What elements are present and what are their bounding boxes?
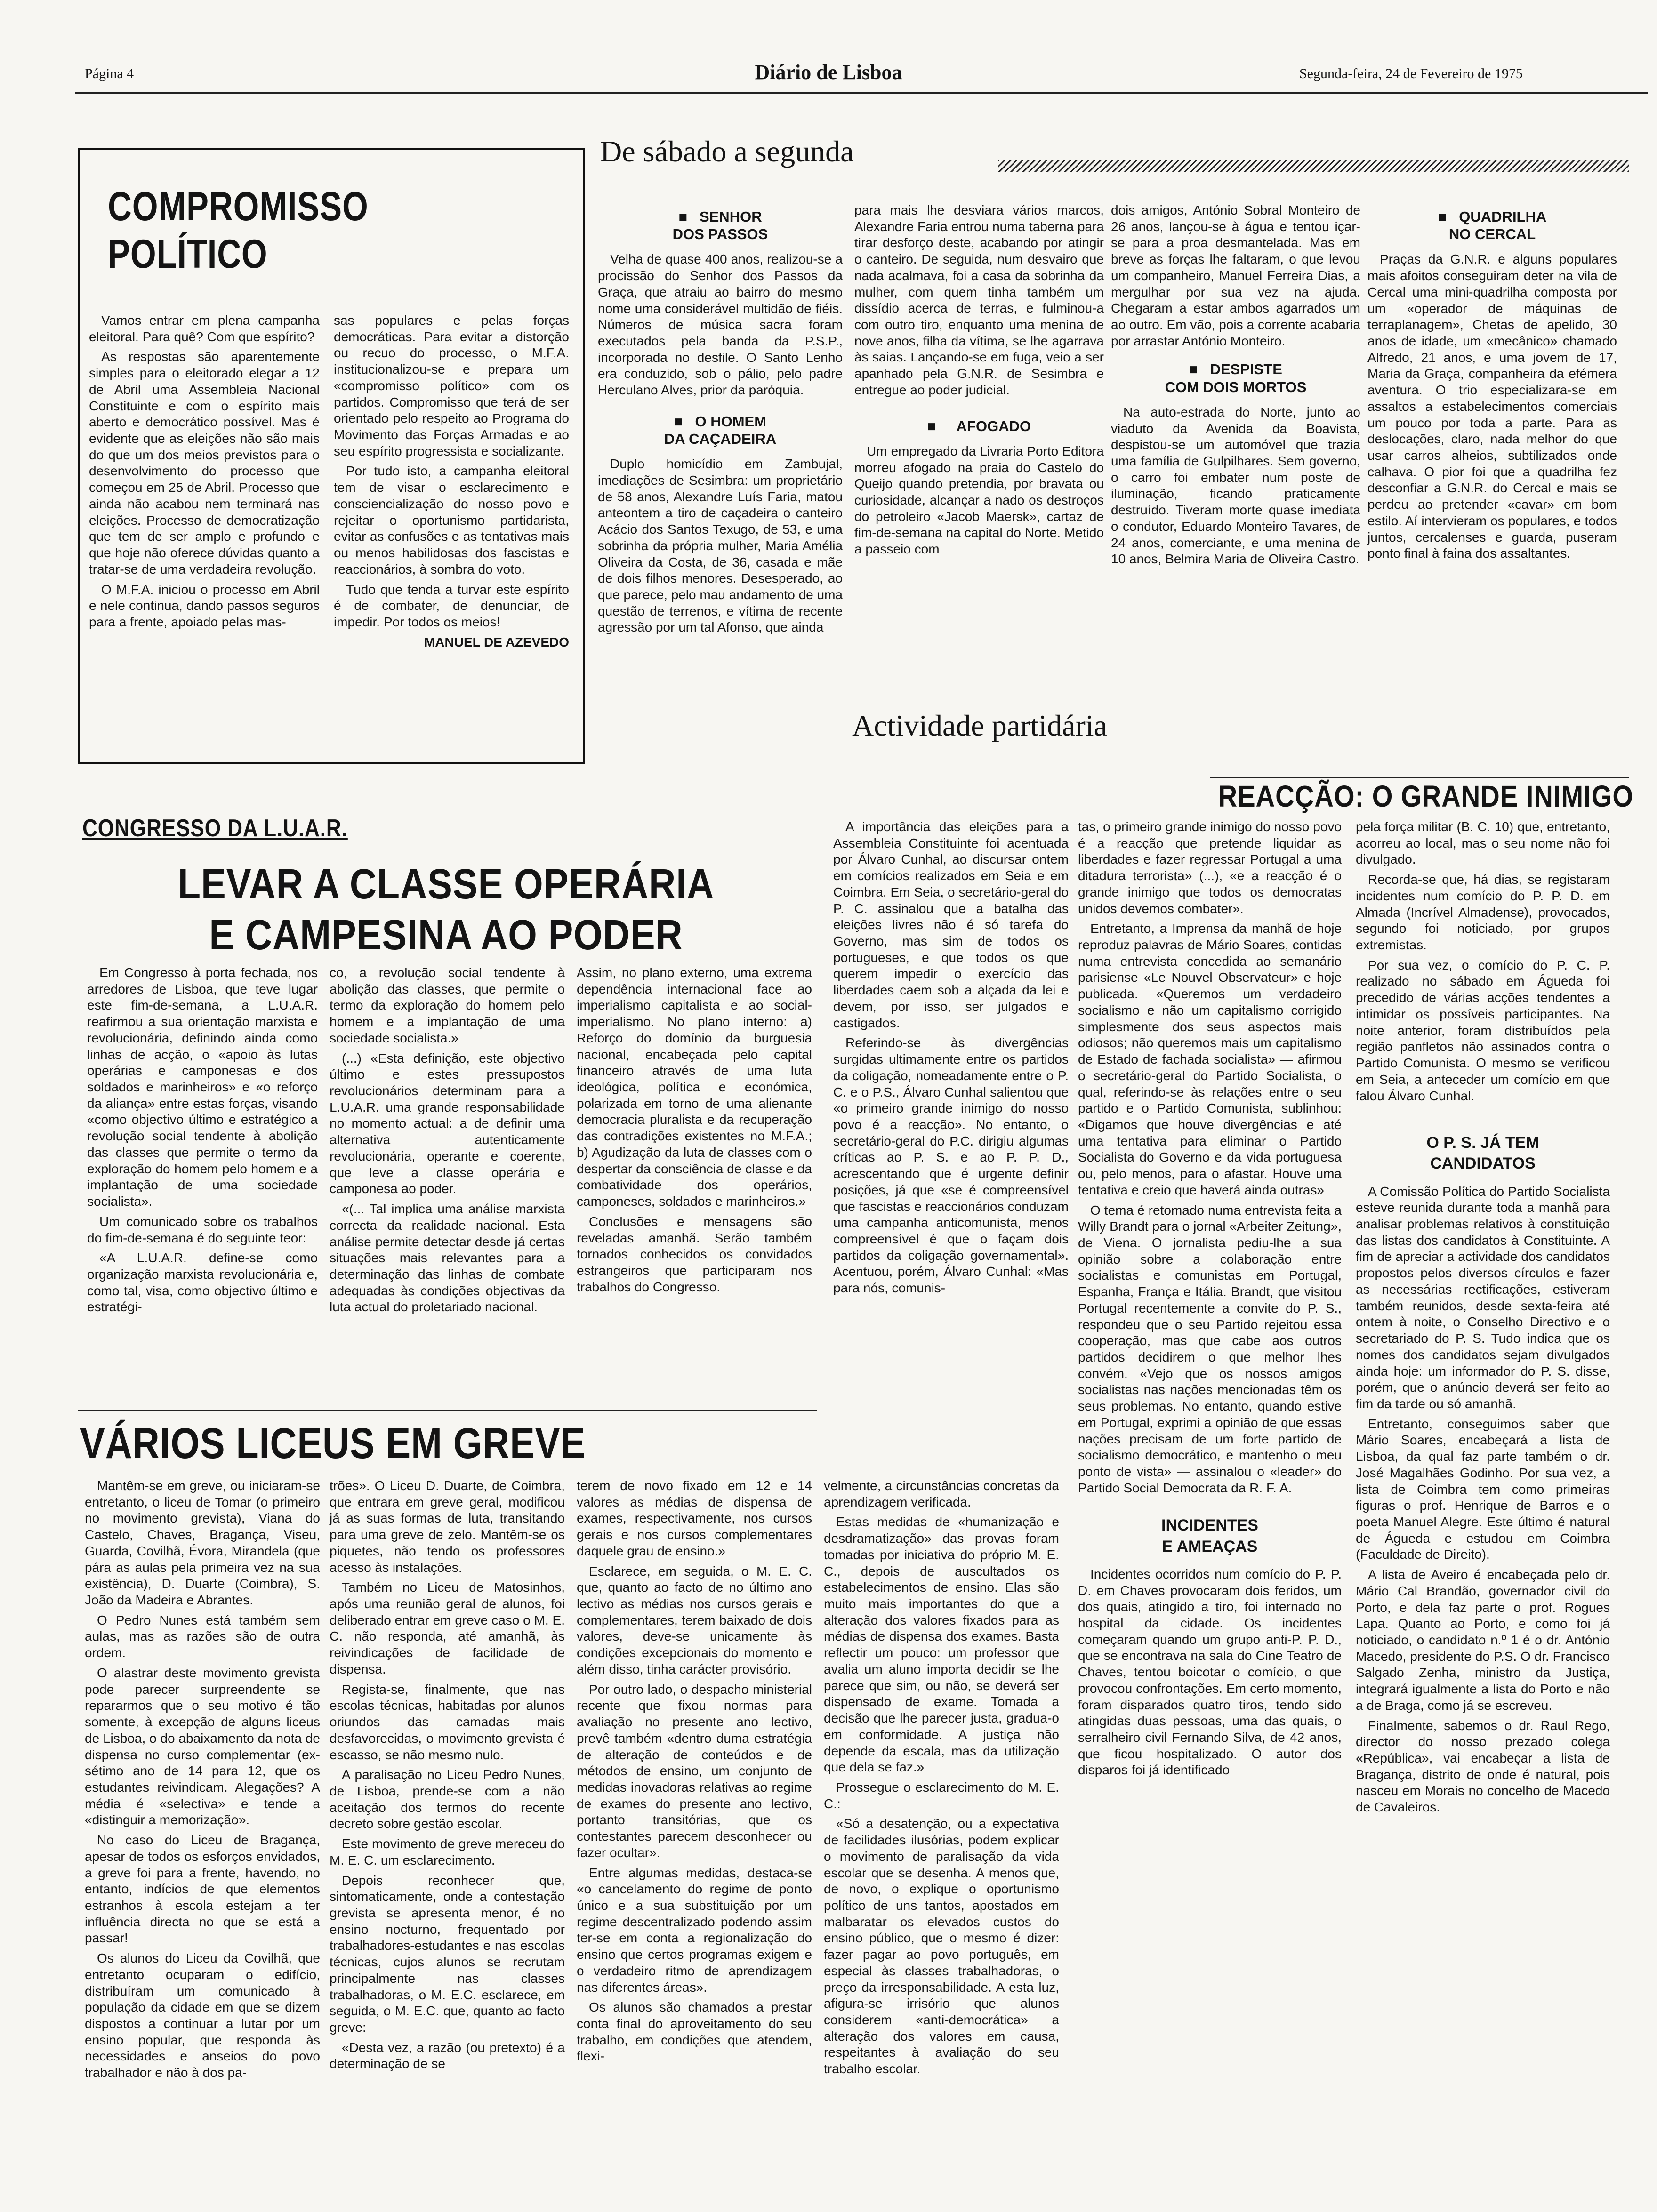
paragraph: Um comunicado sobre os trabalhos do fim-de-semana é do seguinte teor: <box>87 1214 318 1245</box>
liceus-col2 <box>330 1478 565 2076</box>
paragraph: Praças da G.N.R. e alguns populares mais afoitos conseguiram deter na vila de Cercal uma mini-quadrilha composta por um «operador de máquinas de terraplanagem», Chetas de apelido, 30 anos de idade, um «mecânico» chamado Alfredo, 21 anos, e uma jovem de 17, Maria da Graça, companheira da efémera aventura. O trio especializara-se em assaltos a estabelecimentos comerciais um pouco por toda a parte. Para as deslocações, claro, nada melhor do que usar carros alheios, subtilizados onde calhava. O pior foi que a quadrilha fez desconfiar a G.N.R. do Cercal e mais se perdeu ao pretender «cavar» em bom estilo. Aí intervieram os populares, e todos juntos, cercalenses e guarda, puseram ponto final à faina dos assaltantes. <box>1367 252 1617 561</box>
compromisso-col2 <box>334 313 569 650</box>
paragraph: No caso do Liceu de Bragança, apesar de todos os esforços envidados, a greve foi para a frente, havendo, no entanto, indícios de que elementos estranhos à escola estejam a ter influência directa no que se está a passar! <box>85 1833 320 1946</box>
liceus-title: VÁRIOS LICEUS EM GREVE <box>80 1419 586 1467</box>
issue-date: Segunda-feira, 24 de Fevereiro de 1975 <box>1299 66 1523 81</box>
actividade-col1 <box>833 819 1069 1300</box>
paragraph: Na auto-estrada do Norte, junto ao viaduto da Avenida da Boavista, despistou-se um automóvel que trazia uma família de Gulpilhares. Sem governo, o carro foi embater num poste de iluminação, ficando praticamente destruído. Tiveram morte quase imediata o condutor, Eduardo Monteiro Tavares, de 24 anos, comerciante, e uma menina de 10 anos, Belmira Maria de Oliveira Castro. <box>1111 404 1360 567</box>
paragraph: A paralisação no Liceu Pedro Nunes, de Lisboa, prende-se com a não aceitação dos termos do recente decreto sobre gestão escolar. <box>330 1767 565 1831</box>
actividade-col3 <box>1356 819 1610 1819</box>
paragraph: velmente, a circunstâncias concretas da aprendizagem verificada. <box>824 1478 1059 1509</box>
incidentes-title-line2: E AMEAÇAS <box>1162 1537 1258 1555</box>
luar-col3 <box>577 965 812 1299</box>
senhor-title <box>598 208 843 243</box>
incidentes-title-line1: INCIDENTES <box>1161 1516 1258 1535</box>
paragraph: «A L.U.A.R. define-se como organização marxista revolucionária e, como tal, visa, como objectivo último e estratégi- <box>87 1250 318 1314</box>
ps-title-line2: CANDIDATOS <box>1430 1154 1536 1173</box>
compromisso-title-line1: COMPROMISSO <box>108 184 369 229</box>
paragraph: O Pedro Nunes está também sem aulas, mas as razões são de outra ordem. <box>85 1612 320 1660</box>
luar-title <box>122 859 770 961</box>
luar-col1 <box>87 965 318 1319</box>
masthead: Diário de Lisboa <box>755 61 902 84</box>
paragraph: Regista-se, finalmente, que nas escolas técnicas, habitadas por alunos oriundos das camadas mais desfavorecidas, o movimento grevista é escasso, se não mesmo nulo. <box>330 1682 565 1762</box>
paragraph: A lista de Aveiro é encabeçada pelo dr. Mário Cal Brandão, governador civil do Porto, e dela faz parte o prof. Rogues Lapa. Quanto ao Porto, e como foi já noticiado, o candidato n.º 1 é o dr. António Macedo, presidente do P.S. O dr. Francisco Salgado Zenha, ministro da Justiça, integrará igualmente a lista do Porto e não a de Braga, como já se escreveu. <box>1356 1567 1610 1713</box>
paragraph: Entretanto, a Imprensa da manhã de hoje reproduz palavras de Mário Soares, contidas numa entrevista concedida ao semanário parisiense «Le Nouvel Observateur» e hoje publicada. «Queremos um verdadeiro socialismo e não um capitalismo corrigido simplesmente dos seus aspectos mais odiosos; não queremos mais um capitalismo de Estado de fachada socialista» — afirmou o secretário-geral do Partido Socialista, o qual, referindo-se às relações entre o seu partido e o Partido Comunista, sublinhou: «Digamos que houve divergências e até uma tentativa para eliminar o Partido Socialista do Governo e da vida portuguesa ou, pelo menos, para o afastar. Houve uma tentativa e creio que haverá ainda outras» <box>1078 921 1342 1197</box>
reaccao-title: REACÇÃO: O GRANDE INIMIGO <box>1218 779 1633 813</box>
paragraph: sas populares e pelas forças democráticas. Para evitar a distorção ou recuo do processo, o M.F.A. institucionalizou-se e prepara um «compromisso político» com os partidos. Compromisso que terá de ser orientado pelo respeito ao Programa do Movimento das Forças Armadas e ao seu espírito progressista e socializante. <box>334 313 569 458</box>
bullet-icon: ■ <box>1438 208 1459 225</box>
liceus-col1 <box>85 1478 320 2085</box>
paragraph: Duplo homicídio em Zambujal, imediações de Sesimbra: um proprietário de 58 anos, Alexandre Luís Faria, matou anteontem a tiro de caçadeira o canteiro Acácio dos Santos Texugo, de 53, e uma sobrinha da própria mulher, Maria Amélia Oliveira da Costa, de 36, casada e mãe de dois filhos menores. Desesperado, ao que parece, pelo mau andamento de uma questão de terrenos, e vítima de recente agressão por um tal Afonso, que ainda <box>598 457 843 635</box>
homem-title <box>598 413 843 448</box>
compromisso-title <box>108 183 369 279</box>
compromisso-box <box>78 148 585 764</box>
paragraph: trões». O Liceu D. Duarte, de Coimbra, que entrara em greve geral, modificou já as suas formas de luta, transitando para uma greve de zelo. Mantêm-se os piquetes, não tendo os professores acesso às instalações. <box>330 1478 565 1575</box>
homem-title-line2: DA CAÇADEIRA <box>664 431 777 448</box>
quadrilha-title-line2: NO CERCAL <box>1448 226 1536 243</box>
paragraph: Tudo que tenda a turvar este espírito é de combater, de denunciar, de impedir. Por todos os meios! <box>334 582 569 629</box>
paragraph: Depois reconhecer que, sintomaticamente, onde a contestação grevista se apresenta menor, é no ensino nocturno, frequentado por trabalhadores-estudantes e nas escolas técnicas, cujos alunos se recrutam principalmente nas classes trabalhadoras, o M. E.C. esclarece, em seguida, o M. E.C. que, quanto ao facto greve: <box>330 1873 565 2035</box>
sabado-col3 <box>1111 202 1360 571</box>
quadrilha-title-line1: QUADRILHA <box>1459 208 1547 225</box>
paragraph: para mais lhe desviara vários marcos, Alexandre Faria entrou numa taberna para tirar desforço deste, acabando por atingir o canteiro. De seguida, num desvairo que nada acalmava, foi a casa da sobrinha da mulher, com quem tinha também um dissídio acerca de terras, e fulminou-a com outro tiro, enquanto uma menina de nove anos, filha da vítima, se lhe agarrava às saias. Lançando-se em fuga, veio a ser apanhado pela G.N.R. de Sesimbra e entregue ao poder judicial. <box>854 203 1104 397</box>
paragraph: Finalmente, sabemos o dr. Raul Rego, director do nosso prezado colega «República», vai encabeçar a lista de Bragança, distrito de onde é natural, pois nasceu em Morais no concelho de Macedo de Cavaleiros. <box>1356 1718 1610 1815</box>
paragraph: Esclarece, em seguida, o M. E. C. que, quanto ao facto de no último ano lectivo as médias nos cursos gerais e complementares, terem baixado de dois valores, deve-se unicamente às condições excepcionais do momento e além disso, tinha carácter provisório. <box>577 1563 812 1676</box>
quadrilha-title <box>1367 208 1617 243</box>
paragraph: Os alunos do Liceu da Covilhã, que entretanto ocuparam o edifício, distribuíram um comunicado à população da cidade em que se dizem dispostos a continuar a lutar por um ensino popular, que responda às necessidades e anseios do povo trabalhador e não à dos pa- <box>85 1951 320 2080</box>
paragraph: co, a revolução social tendente à abolição das classes, que permite o termo da exploração do homem pelo homem e a implantação de uma sociedade socialista.» <box>330 965 565 1045</box>
paragraph: Estas medidas de «humanização e desdramatização» das provas foram tomadas por iniciativa do próprio M. E. C., depois de auscultados os estabelecimentos de ensino. Elas são muito mais importantes do que a alteração dos valores fixados para as médias de dispensa dos exames. Basta reflectir um pouco: um professor que avalia um aluno importa decidir se lhe parece que sim, ou não, se deverá ser dispensado de exame. Tomada a decisão que lhe parecer justa, gradua-o em conformidade. A justiça não depende da escala, mas da utilização que dela se faz.» <box>824 1515 1059 1775</box>
compromisso-col1 <box>89 313 320 634</box>
paragraph: Em Congresso à porta fechada, nos arredores de Lisboa, que teve lugar este fim-de-semana, a L.U.A.R. reafirmou a sua orientação marxista e revolucionária, definindo ainda como linhas de acção, o «apoio às lutas operárias e camponesas e dos soldados e marinheiros» e «o reforço da aliança» entre estas forças, visando «como objectivo último e estratégico a revolução social tendente à abolição das classes que permite o termo da exploração do homem pelo homem e a implantação de uma sociedade socialista». <box>87 965 318 1209</box>
paragraph: Por outro lado, o despacho ministerial recente que fixou normas para avaliação no presente ano lectivo, prevê também «dentro duma estratégia de alteração de conteúdos e de métodos de ensino, um conjunto de medidas inovadoras relativas ao regime de exames do presente ano lectivo, portanto transitórias, que os contestantes parecem desconhecer ou fazer ocultar». <box>577 1682 812 1860</box>
afogado-title <box>854 417 1104 435</box>
paragraph: A Comissão Política do Partido Socialista esteve reunida durante toda a manhã para analisar problemas relativos à constituição das listas dos candidatos à Constituinte. A fim de apreciar a actividade dos candidatos propostos pelos diversos círculos e fazer as necessárias rectificações, estiveram também reunidos, desde sexta-feira até ontem à noite, o Conselho Directivo e o secretariado do P. S. Tudo indica que os nomes dos candidatos sejam divulgados ainda hoje: um informador do P. S. disse, porém, que o anúncio deverá ser feito ao fim da tarde ou só amanhã. <box>1356 1184 1610 1411</box>
luar-col2 <box>330 965 565 1319</box>
sabado-col2 <box>854 202 1104 561</box>
paragraph: Vamos entrar em plena campanha eleitoral. Para quê? Com que espírito? <box>89 313 320 344</box>
ps-title <box>1356 1132 1610 1174</box>
paragraph: Este movimento de greve mereceu do M. E. C. um esclarecimento. <box>330 1836 565 1867</box>
despiste-title-line1: DESPISTE <box>1210 361 1282 378</box>
paragraph: A importância das eleições para a Assembleia Constituinte foi acentuada por Álvaro Cunhal, ao discursar ontem em comícios realizados em Seia e em Coimbra. Em Seia, o secretário-geral do P. C. assinalou que a batalha das eleições livres não é só tarefa do Governo, mas sim de todos os portugueses, e que todos os que querem impedir o exercício das liberdades caem sob a alçada da lei e devem, por isso, ser julgados e castigados. <box>833 819 1069 1030</box>
luar-title-line1: LEVAR A CLASSE OPERÁRIA <box>177 861 715 908</box>
paragraph: «Só a desatenção, ou a expectativa de facilidades ilusórias, podem explicar o movimento de paralisação da vida escolar que se desenha. A menos que, de novo, o explique o oportunismo político de uns tantos, apostados em malbaratar os elevados custos do ensino público, que o mesmo é dizer: fazer pagar ao povo português, em especial às classes trabalhadoras, o preço da irresponsabilidade. A esta luz, afigura-se irrisório que alunos considerem «anti-democrática» a alteração dos valores em causa, respeitantes à avaliação do seu trabalho escolar. <box>824 1816 1059 2076</box>
paragraph: Por tudo isto, a campanha eleitoral tem de visar o esclarecimento e consciencialização do nosso povo e rejeitar o oportunismo partidarista, evitar as confusões e as tentativas mais ou menos habilidosas dos fascistas e reaccionários, à sombra do voto. <box>334 464 569 577</box>
author-byline: MANUEL DE AZEVEDO <box>424 634 569 649</box>
paragraph: Prossegue o esclarecimento do M. E. C.: <box>824 1779 1059 1811</box>
paragraph: Entretanto, conseguimos saber que Mário Soares, encabeçará a lista de Lisboa, da qual faz parte também o dr. José Magalhães Godinho. Por sua vez, a lista de Coimbra tem como primeiras figuras o prof. Henrique de Barros e o poeta Manuel Alegre. Este último é natural de Águeda e estudou em Coimbra (Faculdade de Direito). <box>1356 1416 1610 1562</box>
afogado-title-text: AFOGADO <box>956 417 1031 434</box>
paragraph: Conclusões e mensagens são reveladas amanhã. Serão também tornados conhecidos os convidados estrangeiros que participaram nos trabalhos do Congresso. <box>577 1214 812 1294</box>
paragraph: Velha de quase 400 anos, realizou-se a procissão do Senhor dos Passos da Graça, que atraiu ao bairro do mesmo nome uma considerável multidão de fiéis. Números de música sacra foram executados pela banda da P.S.P., incorporada no desfile. O Santo Lenho era conduzido, sob o pálio, pelo padre Herculano Alves, prior da paróquia. <box>598 252 843 398</box>
paragraph: Entre algumas medidas, destaca-se «o cancelamento do regime de ponto único e a sua substituição por um regime descentralizado podendo assim ter-se em conta a regionalização do ensino que certos programas exigem e o verdadeiro ritmo de aprendizagem nas diferentes áreas». <box>577 1865 812 1995</box>
luar-title-line2: E CAMPESINA AO PODER <box>209 912 683 959</box>
paragraph: Recorda-se que, há dias, se registaram incidentes num comício do P. P. D. em Almada (Incrível Almadense), provocados, segundo foi noticiado, por grupos extremistas. <box>1356 872 1610 953</box>
despiste-title <box>1111 361 1360 395</box>
sabado-title: De sábado a segunda <box>600 135 854 168</box>
paragraph: «(... Tal implica uma análise marxista correcta da realidade nacional. Esta análise permite detectar desde já certas situações mais relevantes para a determinação das linhas de combate adequadas às condições objectivas da luta actual do proletariado nacional. <box>330 1202 565 1314</box>
paragraph: terem de novo fixado em 12 e 14 valores as médias de dispensa de exames, respectivamente, nos cursos gerais e nos cursos complementares daquele grau de ensino.» <box>577 1478 812 1558</box>
actividade-title: Actividade partidária <box>852 709 1107 742</box>
homem-title-line1: O HOMEM <box>695 413 767 430</box>
paragraph: O tema é retomado numa entrevista feita a Willy Brandt para o jornal «Arbeiter Zeitung», de Viena. O jornalista pediu-lhe a sua opinião sobre a colaboração entre socialistas e comunistas em Portugal, Espanha, França e Itália. Brandt, que visitou Portugal recentemente a convite do P. S., respondeu que o seu Partido rejeitou essa cooperação, mas que cabe aos outros partidos decidirem o que melhor lhes convém. «Vejo que os nossos amigos socialistas nas nações mencionadas têm os seus problemas. No entanto, quando estive em Portugal, exprimi a opinião de que essas nações precisam de um forte partido de socialismo democrático, e mantenho o meu ponto de vista» — assinalou o «leader» do Partido Social Democrata da R. F. A. <box>1078 1202 1342 1495</box>
paragraph: tas, o primeiro grande inimigo do nosso povo é a reacção que pretende liquidar as liberdades e fazer regressar Portugal a uma ditadura terrorista» (...), «e a reacção é o grande inimigo que todos os democratas unidos devemos combater». <box>1078 819 1342 916</box>
paragraph: Um empregado da Livraria Porto Editora morreu afogado na praia do Castelo do Queijo quando pretendia, por bravata ou curiosidade, alcançar a nado os destroços do petroleiro «Jacob Maersk», cartaz de fim-de-semana na capital do Norte. Metido a passeio com <box>854 443 1104 557</box>
despiste-title-line2: COM DOIS MORTOS <box>1165 378 1307 395</box>
paragraph: Mantêm-se em greve, ou iniciaram-se entretanto, o liceu de Tomar (o primeiro no movimento grevista), Viana do Castelo, Chaves, Bragança, Viseu, Guarda, Covilhã, Évora, Mirandela (que pára as aulas pela primeira vez na sua existência), D. Duarte (Coimbra), S. João da Madeira e Abrantes. <box>85 1478 320 1608</box>
paragraph: Também no Liceu de Matosinhos, após uma reunião geral de alunos, foi deliberado entrar em greve caso o M. E. C. não responda, até amanhã, às reivindicações de facilidade de dispensa. <box>330 1580 565 1676</box>
actividade-col2 <box>1078 819 1342 1782</box>
actividade-rule <box>1210 777 1629 778</box>
paragraph: Incidentes ocorridos num comício do P. P. D. em Chaves provocaram dois feridos, um dos quais, atingido a tiro, foi internado no hospital da cidade. Os incidentes começaram quando um grupo anti-P. P. D., que se encontrava na sala do Cine Teatro de Chaves, tentou boicotar o comício, o que provocou confrontações. Em certo momento, foram disparados quatro tiros, tendo sido atingidas duas pessoas, uma das quais, o serralheiro civil Fernando Silva, de 42 anos, que ficou hospitalizado. O autor dos disparos foi já identificado <box>1078 1566 1342 1778</box>
senhor-title-line2: DOS PASSOS <box>672 226 768 243</box>
compromisso-title-line2: POLÍTICO <box>108 232 268 277</box>
paragraph: Assim, no plano externo, uma extrema dependência internacional face ao imperialismo capitalista e ao social-imperialismo. No plano interno: a) Reforço do domínio da burguesia nacional, encabeçada pelo capital financeiro através de uma luta ideológica, política e económica, polarizada em torno de uma alienante democracia pluralista e da recuperação das contradições existentes no M.F.A.; b) Agudização da luta de classes com o despertar da consciência de classe e da combatividade dos operários, camponeses, soldados e marinheiros.» <box>577 965 812 1209</box>
paragraph: pela força militar (B. C. 10) que, entretanto, acorreu ao local, mas o seu nome não foi divulgado. <box>1356 819 1610 867</box>
bullet-icon: ■ <box>1189 361 1210 378</box>
paragraph: dois amigos, António Sobral Monteiro de 26 anos, lançou-se à água e tentou içar-se para a proa desmantelada. Mas em breve as forças lhe faltaram, o que levou um companheiro, Manuel Ferreira Dias, a mergulhar por sua vez na ajuda. Chegaram a estar ambos agarrados um ao outro. Em vão, pois a corrente acabaria por arrastar António Monteiro. <box>1111 203 1360 348</box>
liceus-col3 <box>577 1478 812 2068</box>
paragraph: O M.F.A. iniciou o processo em Abril e nele continua, dando passos seguros para a frente, apoiado pelas mas- <box>89 582 320 629</box>
liceus-col4 <box>824 1478 1059 2081</box>
senhor-title-line1: SENHOR <box>699 208 762 225</box>
paragraph: O alastrar deste movimento grevista pode parecer surpreendente se repararmos que o seu motivo é tão somente, à excepção de alguns liceus de Lisboa, o do abaixamento da nota de dispensa no curso complementar (ex-sétimo ano de 14 para 12, que os estudantes reivindicam. Alegações? A média é «selectiva» e tende a «distinguir a memorização». <box>85 1665 320 1827</box>
paragraph: «Desta vez, a razão (ou pretexto) é a determinação de se <box>330 2040 565 2071</box>
incidentes-title <box>1078 1515 1342 1556</box>
header-rule <box>75 92 1648 94</box>
sabado-title-hatch <box>998 160 1629 172</box>
paragraph: Por sua vez, o comício do P. C. P. realizado no sábado em Águeda foi precedido de várias acções tendentes a intimidar os possíveis participantes. Na noite anterior, foram distribuídos pela região panfletos não assinados contra o Partido Comunista. O mesmo se verificou em Seia, a anteceder um comício em que falou Álvaro Cunhal. <box>1356 957 1610 1103</box>
sabado-col1 <box>598 202 843 640</box>
paragraph: Referindo-se às divergências surgidas ultimamente entre os partidos da coligação, nomeadamente entre o P. C. e o P.S., Álvaro Cunhal salientou que «o primeiro grande inimigo do nosso povo é a reacção». No entanto, o secretário-geral do P.C. dirigiu algumas críticas ao P. S. e ao P. P. D., acrescentando que é urgente definir posições, já que «se é compreensível que fascistas e reaccionários conduzam uma campanha anticomunista, menos compreensível é que o façam dois partidos da coligação governamental». Acentuou, porém, Álvaro Cunhal: «Mas para nós, comunis- <box>833 1035 1069 1296</box>
luar-kicker: CONGRESSO DA L.U.A.R. <box>82 815 348 842</box>
paragraph: Os alunos são chamados a prestar conta final do aproveitamento do seu trabalho, em condições que atendem, flexi- <box>577 2000 812 2064</box>
page-number: Página 4 <box>85 66 134 81</box>
bullet-icon: ■ <box>927 417 957 434</box>
bullet-icon: ■ <box>678 208 700 225</box>
liceus-rule <box>78 1410 817 1411</box>
sabado-col4 <box>1367 202 1617 566</box>
paragraph: (...) «Esta definição, este objectivo último e estes pressupostos revolucionários determinam para a L.U.A.R. uma grande responsabilidade no momento actual: a de definir uma alternativa autenticamente revolucionária, operante e coerente, que leve a classe operária e camponesa ao poder. <box>330 1050 565 1196</box>
bullet-icon: ■ <box>674 413 695 430</box>
paragraph: As respostas são aparentemente simples para o eleitorado elegar a 12 de Abril uma Assembleia Nacional Constituinte e com o espírito mais aberto e democrático possível. Mas é evidente que as eleições não são mais do que um dos meios previstos para o desenvolvimento do processo que começou em 25 de Abril. Processo que ainda não acabou nem terminará nas eleições. Processo de democratização que tem de ser amplo e profundo e que hoje não oferece dúvidas quanto a tratar-se de uma verdadeira revolução. <box>89 349 320 577</box>
ps-title-line1: O P. S. JÁ TEM <box>1426 1134 1539 1152</box>
